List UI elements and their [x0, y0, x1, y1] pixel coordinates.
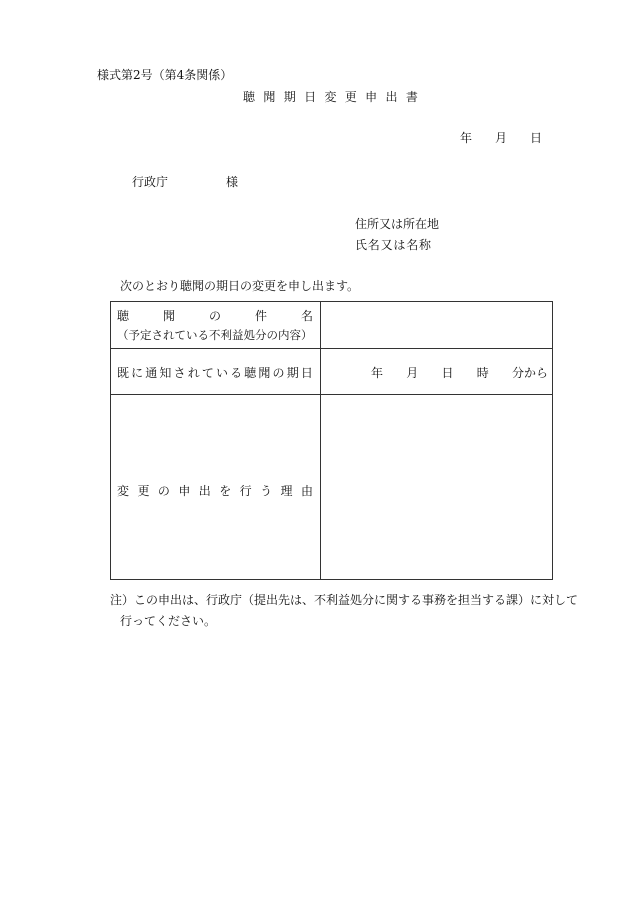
label-char: 期 — [286, 366, 299, 380]
name-char: 称 — [418, 238, 431, 252]
label-char: の — [157, 484, 170, 498]
label-char: 更 — [137, 484, 150, 498]
name-char: 名 — [406, 238, 419, 252]
form-number-label: 様式第2号（第4条関係） — [97, 68, 233, 82]
title-char: 変 — [324, 90, 337, 104]
table-row-notified-date — [111, 349, 552, 395]
form-table — [110, 301, 553, 580]
label-char: い — [215, 366, 228, 380]
name-char: 氏 — [355, 238, 368, 252]
name-char: 又 — [380, 238, 393, 252]
label-char: 出 — [198, 484, 211, 498]
date-year: 年 — [460, 131, 473, 145]
label-char: 聞 — [162, 309, 175, 323]
date-line — [460, 129, 542, 146]
value-minute: 分から — [511, 366, 548, 380]
date-month: 月 — [494, 131, 507, 145]
label-char: て — [201, 366, 214, 380]
note-line-1: 注）この申出は、行政庁（提出先は、不利益処分に関する事務を担当する課）に対して — [110, 593, 579, 607]
reason-label — [117, 482, 313, 499]
value-month: 月 — [406, 366, 419, 380]
applicant-name-label — [355, 236, 431, 253]
case-name-label — [117, 307, 313, 324]
label-char: を — [219, 484, 232, 498]
table-row-reason — [111, 395, 552, 579]
label-char: 聞 — [258, 366, 271, 380]
label-char: さ — [173, 366, 186, 380]
notified-date-label — [117, 364, 313, 381]
note-line-2: 行ってください。 — [120, 614, 217, 628]
label-char: 件 — [254, 309, 267, 323]
label-char: 行 — [239, 484, 252, 498]
label-char: 通 — [145, 366, 158, 380]
title-char: 更 — [344, 90, 357, 104]
label-char: る — [230, 366, 243, 380]
title-char: 聴 — [243, 90, 256, 104]
label-char: 知 — [159, 366, 172, 380]
document-title — [243, 88, 418, 105]
case-name-field[interactable] — [323, 305, 549, 345]
addressee-line — [132, 173, 238, 190]
title-char: 書 — [405, 90, 418, 104]
title-char: 聞 — [263, 90, 276, 104]
label-char: 理 — [280, 484, 293, 498]
label-char: 既 — [117, 366, 130, 380]
label-char: 変 — [117, 484, 130, 498]
reason-field[interactable] — [323, 398, 549, 574]
label-char: 申 — [178, 484, 191, 498]
value-hour: 時 — [476, 366, 489, 380]
label-char: の — [208, 309, 221, 323]
name-char: 名 — [367, 238, 380, 252]
label-char: の — [272, 366, 285, 380]
title-char: 日 — [304, 90, 317, 104]
title-char: 出 — [385, 90, 398, 104]
title-char: 申 — [365, 90, 378, 104]
title-char: 期 — [283, 90, 296, 104]
notified-date-value[interactable] — [371, 364, 548, 381]
value-year: 年 — [371, 366, 384, 380]
label-char: 日 — [300, 366, 313, 380]
applicant-address-label: 住所又は所在地 — [355, 217, 440, 231]
label-char: に — [131, 366, 144, 380]
addressee-honorific: 様 — [225, 175, 238, 189]
label-char: う — [260, 484, 273, 498]
label-char: 由 — [300, 484, 313, 498]
date-day: 日 — [529, 131, 542, 145]
name-char: は — [393, 238, 406, 252]
label-char: 聴 — [117, 309, 130, 323]
case-name-sublabel: （予定されている不利益処分の内容） — [117, 328, 313, 342]
label-char: 名 — [300, 309, 313, 323]
label-char: 聴 — [244, 366, 257, 380]
intro-text: 次のとおり聴聞の期日の変更を申し出ます。 — [120, 279, 360, 293]
label-char: れ — [187, 366, 200, 380]
value-day: 日 — [441, 366, 454, 380]
addressee-office: 行政庁 — [132, 175, 169, 189]
table-row-case-name — [111, 302, 552, 349]
